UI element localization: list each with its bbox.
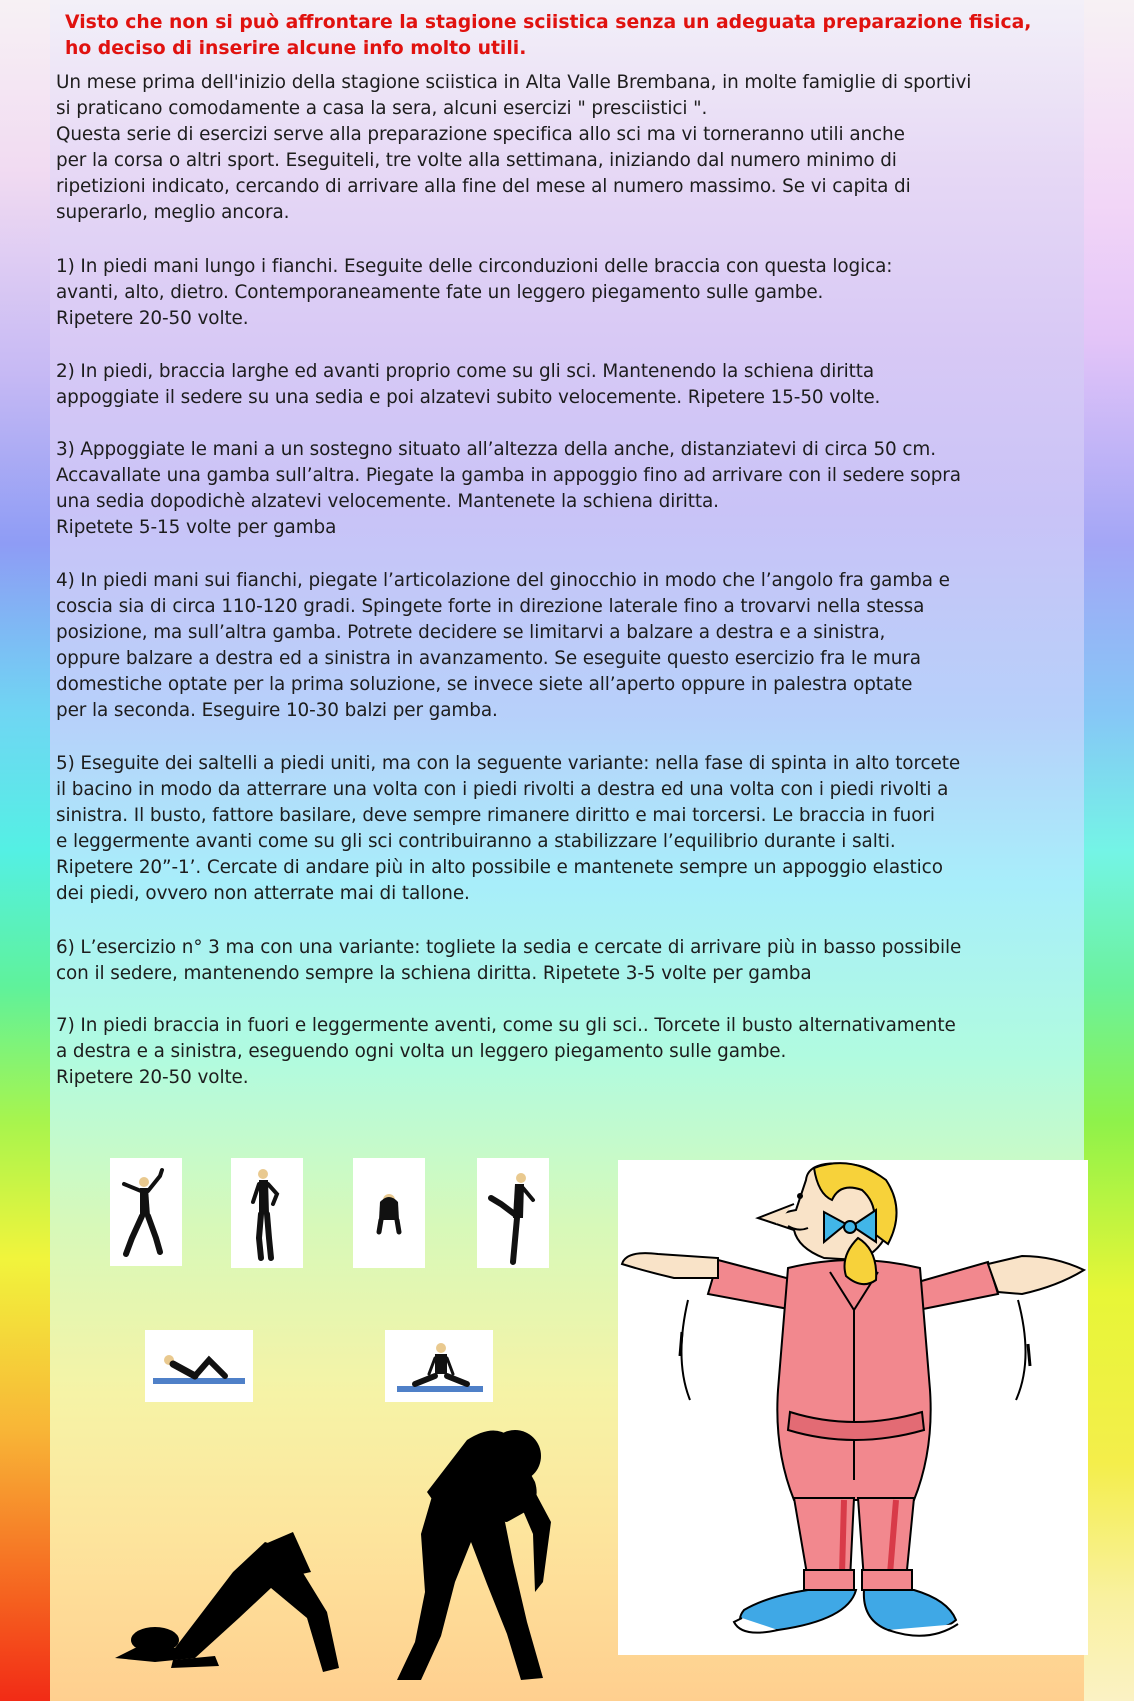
exercise-5: 5) Eseguite dei saltelli a piedi uniti, ma con la seguente variante: nella fase di spinta in alto torcete il bacino in modo da atterrare una volta con i piedi rivolti a destra ed una volta con i piedi rivolti a sinistra. Il busto, fattore basilare, deve sempre rimanere diritto e mai torcersi. Le braccia in fuori e leggermente avanti come su gli sci contribuiranno a stabilizzare l’equilibrio durante i salti. Ripetere 20”-1’. Cercate di andare più in alto possibile e mantenete sempre un appoggio elastico dei piedi, ovvero non atterrate mai di tallone. — [56, 753, 961, 904]
intro-paragraph: Un mese prima dell'inizio della stagione sciistica in Alta Valle Brembana, in molte famiglie di sportivi si praticano comodamente a casa la sera, alcuni esercizi " presciistici ". Questa serie di esercizi serve alla preparazione specifica allo sci ma vi torneranno utili anche per la corsa o altri sport. Eseguiteli, tre volte alla settimana, iniziando dal numero minimo di ripetizioni indicato, cercando di arrivare alla fine del mese al numero massimo. Se vi capita di superarlo, meglio ancora. — [56, 72, 972, 223]
rainbow-stripe-left — [0, 0, 50, 1701]
exercise-7: 7) In piedi braccia in fuori e leggermente aventi, come su gli sci.. Torcete il busto alternativamente a destra e a sinistra, eseguendo ogni volta un leggero piegamento sulle gambe. Ripetere 20-50 volte. — [56, 1015, 956, 1088]
page-headline: Visto che non si può affrontare la stagione sciistica senza un adeguata preparazione fisica, ho deciso di inserire alcune info molto utili. — [65, 12, 1032, 59]
exercise-6: 6) L’esercizio n° 3 ma con una variante: togliete la sedia e cercate di arrivare più in basso possibile con il sedere, mantenendo sempre la schiena diritta. Ripetete 3-5 volte per gamba — [56, 937, 962, 984]
stretch-photo-icon — [385, 1330, 493, 1402]
page-content — [50, 0, 1084, 1701]
crouch-photo-icon — [353, 1158, 425, 1268]
exercise-silhouettes-icon — [115, 1422, 595, 1687]
exercise-3: 3) Appoggiate le mani a un sostegno situato all’altezza della anche, distanziatevi di circa 50 cm. Accavallate una gamba sull’altra. Piegate la gamba in appoggio fino ad arrivare con il sedere sopra una sedia dopodichè alzatevi velocemente. Mantenete la schiena diritta. Ripetete 5-15 volte per gamba — [56, 439, 961, 538]
exercise-2: 2) In piedi, braccia larghe ed avanti proprio come su gli sci. Mantenendo la schiena diritta appoggiate il sedere su una sedia e poi alzatevi subito velocemente. Ripetere 15-50 volte. — [56, 361, 881, 408]
situp-photo-icon — [145, 1330, 253, 1402]
dancer-photo-icon — [110, 1158, 182, 1266]
cartoon-woman-tracksuit-icon — [618, 1160, 1088, 1655]
kick-photo-icon — [477, 1158, 549, 1268]
exercise-4: 4) In piedi mani sui fianchi, piegate l’articolazione del ginocchio in modo che l’angolo fra gamba e coscia sia di circa 110-120 gradi. Spingete forte in direzione laterale fino a trovarvi nella stessa posizione, ma sull’altra gamba. Potrete decidere se limitarvi a balzare a destra e a sinistra, oppure balzare a destra ed a sinistra in avanzamento. Se eseguite questo esercizio fra le mura domestiche optate per la prima soluzione, se invece siete all’aperto oppure in palestra optate per la seconda. Eseguire 10-30 balzi per gamba. — [56, 570, 950, 721]
standing-photo-icon — [231, 1158, 303, 1268]
rainbow-stripe-right — [1084, 0, 1134, 1701]
exercise-1: 1) In piedi mani lungo i fianchi. Eseguite delle circonduzioni delle braccia con questa logica: avanti, alto, dietro. Contemporaneamente fate un leggero piegamento sulle gambe. Ripetere 20-50 volte. — [56, 256, 893, 329]
